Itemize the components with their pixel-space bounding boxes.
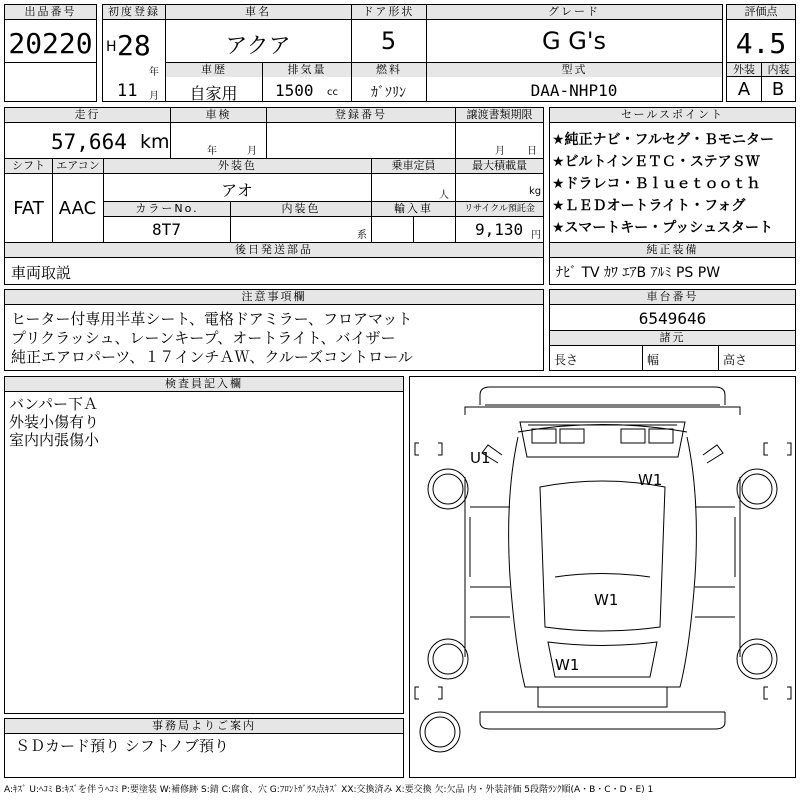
ext-color-label: 外装色	[104, 159, 371, 173]
max-load-unit: kg	[529, 186, 542, 197]
inspection-year-unit: 年	[207, 146, 217, 157]
reg-no-label: 登録番号	[267, 108, 455, 122]
equipment-value: ﾅﾋﾞ TV ｶﾜ ｴｱB ｱﾙﾐ PS PW	[556, 265, 721, 281]
history-label: 車歴	[166, 63, 262, 77]
lot-box	[4, 4, 97, 102]
mileage-value: 57,664	[51, 130, 127, 154]
office-box	[4, 718, 404, 778]
dims-label: 諸元	[550, 331, 795, 345]
score-label: 評価点	[727, 5, 795, 20]
transfer-label: 譲渡書類期限	[456, 108, 543, 122]
main-info-box	[102, 4, 723, 102]
damage-diagram	[409, 376, 796, 778]
capacity-unit: 人	[439, 190, 449, 201]
mileage-unit: km	[140, 131, 170, 153]
dims-length: 長さ	[554, 353, 579, 367]
fuel-value: ｶﾞｿﾘﾝ	[371, 85, 406, 101]
first-reg-month-unit: 月	[149, 91, 159, 102]
first-reg-era: H	[106, 39, 117, 55]
int-color-unit: 系	[357, 230, 367, 241]
capacity-label: 乗車定員	[372, 159, 455, 173]
transfer-day-unit: 日	[527, 146, 537, 157]
inspector-box	[4, 376, 404, 714]
sales-point-1: ★純正ナビ・フルセグ・Ｂモニター	[552, 132, 774, 148]
lot-number: 20220	[8, 27, 93, 60]
dims-width: 幅	[647, 353, 660, 367]
vehicle-detail-box	[4, 107, 544, 285]
shift-label: シフト	[5, 159, 52, 173]
history-value: 自家用	[189, 84, 238, 103]
displacement-unit: cc	[327, 87, 338, 98]
sales-point-2: ★ビルトインＥＴＣ・ステアＳＷ	[552, 154, 760, 170]
damage-mark-w1-roof: W1	[594, 591, 619, 609]
transfer-month-unit: 月	[495, 146, 505, 157]
first-reg-year: 28	[117, 29, 151, 62]
damage-mark-u1: U1	[470, 449, 491, 467]
score-ext-label: 外装	[727, 63, 761, 77]
inspector-line-2: 外装小傷有り	[9, 413, 100, 431]
score-box	[726, 4, 796, 102]
first-reg-label: 初度登録	[103, 5, 165, 19]
ext-color-value: アオ	[221, 181, 253, 200]
car-outline-diagram	[410, 377, 795, 777]
max-load-label: 最大積載量	[456, 159, 543, 173]
recycle-value: 9,130	[475, 220, 524, 239]
mileage-label: 走行	[5, 108, 170, 122]
sales-point-3: ★ドラレコ・Ｂｌｕｅｔｏｏｔｈ	[552, 176, 761, 192]
doors-label: ドア形状	[351, 5, 426, 19]
chassis-label: 車台番号	[550, 290, 795, 305]
recycle-unit: 円	[531, 230, 541, 241]
ac-label: エアコン	[53, 159, 103, 173]
dims-height: 高さ	[723, 353, 748, 367]
model-code-value: DAA-NHP10	[530, 81, 618, 100]
office-label: 事務局よりご案内	[5, 719, 403, 734]
damage-mark-w1-front: W1	[638, 471, 663, 489]
score-int-value: B	[771, 79, 785, 100]
sales-points-box	[549, 107, 796, 285]
import-label: 輸入車	[372, 202, 455, 216]
score-ext-value: A	[737, 79, 751, 100]
chassis-value: 6549646	[638, 309, 707, 328]
grade-value: G G's	[542, 27, 606, 55]
inspector-label: 検査員記入欄	[5, 377, 403, 392]
chassis-box	[549, 289, 796, 371]
later-parts-label: 後日発送部品	[5, 243, 543, 257]
equipment-label: 純正装備	[550, 243, 795, 257]
fuel-label: 燃料	[352, 63, 426, 77]
notes-label: 注意事項欄	[5, 290, 543, 305]
car-name-label: 車名	[165, 5, 351, 19]
score-int-label: 内装	[762, 63, 795, 77]
notes-box	[4, 289, 544, 371]
model-code-label: 型式	[427, 63, 722, 77]
color-no-label: カラーNo.	[104, 202, 230, 216]
notes-line-2: プリクラッシュ、レーンキープ、オートライト、バイザー	[11, 329, 396, 347]
inspection-month-unit: 月	[247, 146, 257, 157]
displacement-label: 排気量	[263, 63, 351, 77]
lot-label: 出品番号	[5, 5, 96, 20]
office-value: ＳＤカード預り シフトノブ預り	[15, 737, 229, 755]
inspection-label: 車検	[171, 108, 266, 122]
sales-point-5: ★スマートキー・プッシュスタート	[552, 220, 774, 236]
inspector-line-1: バンパー下Ａ	[9, 395, 98, 413]
inspector-line-3: 室内内張傷小	[9, 431, 100, 449]
legend-text: A:ｷｽﾞ U:ﾍｺﾐ B:ｷｽﾞを伴うﾍｺﾐ P:要塗装 W:補修跡 S:錆 C:腐食、穴 G:ﾌﾛﾝﾄｶﾞﾗｽ点ｷｽﾞ XX:交換済み X:要交換 欠:欠品 内・外装評価 5段階ﾗﾝｸ順(A・B・C・D・E) 1	[4, 785, 654, 795]
score-value: 4.5	[735, 27, 787, 60]
damage-mark-w1-rear: W1	[555, 656, 580, 674]
shift-value: FAT	[13, 198, 44, 219]
later-parts-value: 車両取説	[11, 264, 72, 282]
displacement-value: 1500	[275, 81, 314, 100]
color-no-value: 8T7	[152, 220, 181, 239]
int-color-label: 内装色	[231, 202, 371, 216]
grade-label: グレード	[426, 5, 722, 19]
first-reg-month: 11	[117, 81, 138, 101]
notes-line-1: ヒーター付専用半革シート、電格ドアミラー、フロアマット	[11, 310, 413, 328]
sales-points-label: セールスポイント	[550, 108, 795, 123]
recycle-label: リサイクル預託金	[456, 202, 543, 216]
first-reg-year-unit: 年	[149, 67, 159, 78]
car-name-value: アクア	[225, 34, 291, 59]
sales-point-4: ★ＬＥＤオートライト・フォグ	[552, 198, 746, 214]
doors-value: 5	[380, 27, 397, 55]
notes-line-3: 純正エアロパーツ、１７インチＡＷ、クルーズコントロール	[11, 348, 413, 366]
ac-value: AAC	[58, 198, 97, 219]
